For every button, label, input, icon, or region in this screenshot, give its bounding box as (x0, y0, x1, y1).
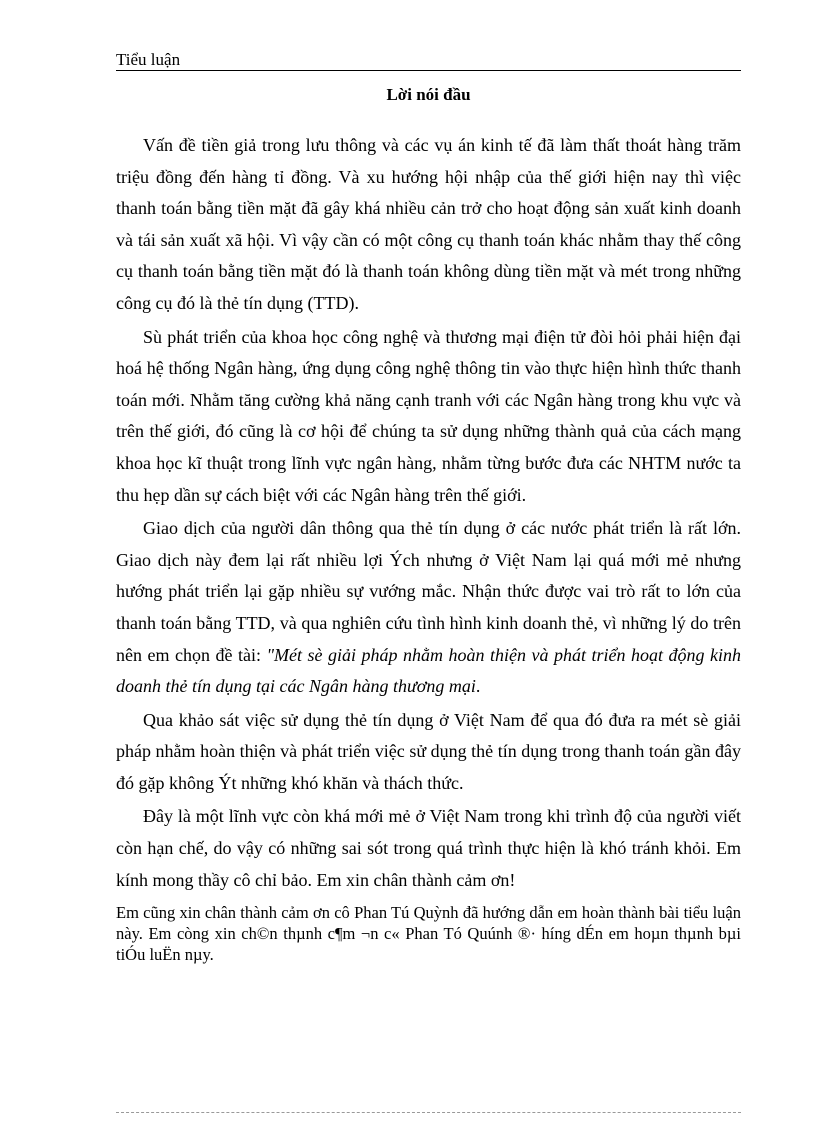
paragraph-4: Qua khảo sát việc sử dụng thẻ tín dụng ở Việt Nam để qua đó đưa ra mét sè giải pháp nhằm hoàn thiện và phát triển việc sử dụng thẻ tín dụng trong thanh toán gần đây đó gặp không Ýt những khó khăn và thách thức. (116, 709, 741, 793)
paragraph-3-text: Giao dịch của người dân thông qua thẻ tín dụng ở các nước phát triển là rất lớn. Giao dịch này đem lại rất nhiều lợi Ých nhưng ở Việt Nam lại quá mới mẻ nhưng hướng phát triển lại gặp nhiều sự vướng mắc. Nhận thức được vai trò rất to lớn của thanh toán bằng TTD, và qua nghiên cứu tình hình kinh doanh thẻ, vì những lý do trên nên em chọn đề tài: (116, 518, 741, 665)
paragraph-5: Đây là một lĩnh vực còn khá mới mẻ ở Việt Nam trong khi trình độ của người viết còn hạn chế, do vậy có những sai sót trong quá trình thực hiện là khó tránh khỏi. Em kính mong thầy cô chỉ bảo. Em xin chân thành cảm ơn! (116, 806, 741, 890)
paragraph-3 (116, 513, 741, 703)
document-title: Lời nói đầu (386, 85, 471, 104)
paragraph-3-end: . (475, 676, 481, 697)
page-header (116, 48, 741, 71)
footer-divider (116, 1112, 741, 1113)
paragraph-1: Vấn đề tiền giả trong lưu thông và các vụ án kinh tế đã làm thất thoát hàng trăm triệu đồng đến hàng tỉ đồng. Và xu hướng hội nhập của thế giới hiện nay thì việc thanh toán bằng tiền mặt đã gây khá nhiều cản trở cho hoạt động sản xuất kinh doanh và tái sản xuất xã hội. Vì vậy cần có một công cụ thanh toán khác nhằm thay thế công cụ thanh toán bằng tiền mặt đó là thanh toán không dùng tiền mặt và mét trong những công cụ đó là thẻ tín dụng (TTD). (116, 135, 741, 313)
header-label: Tiểu luận (116, 50, 181, 69)
thesis-topic: "Mét sè giải pháp nhằm hoàn thiện và phát triển hoạt động kinh doanh thẻ tín dụng tại các Ngân hàng thương mại (116, 644, 741, 697)
document-body (116, 130, 741, 967)
paragraph-2: Sù phát triển của khoa học công nghệ và thương mại điện tử đòi hỏi phải hiện đại hoá hệ thống Ngân hàng, ứng dụng công nghệ thông tin vào thực hiện hình thức thanh toán mới. Nhằm tăng cường khả năng cạnh tranh với các Ngân hàng trong khu vực và trên thế giới, đó cũng là cơ hội để chúng ta sử dụng những thành quả của cách mạng khoa học kĩ thuật trong lĩnh vực ngân hàng, nhằm từng bước đưa các NHTM nước ta thu hẹp dần sự cách biệt với các Ngân hàng trên thế giới. (116, 326, 741, 505)
closing-paragraph: Em cũng xin chân thành cảm ơn cô Phan Tú Quỳnh đã hướng dẫn em hoàn thành bài tiểu luận này. Em còng xin ch©n thµnh c¶m ¬n c« Phan Tó Quúnh ®· híng dÉn em hoµn thµnh bµi tiÓu luËn nµy. (116, 903, 741, 965)
